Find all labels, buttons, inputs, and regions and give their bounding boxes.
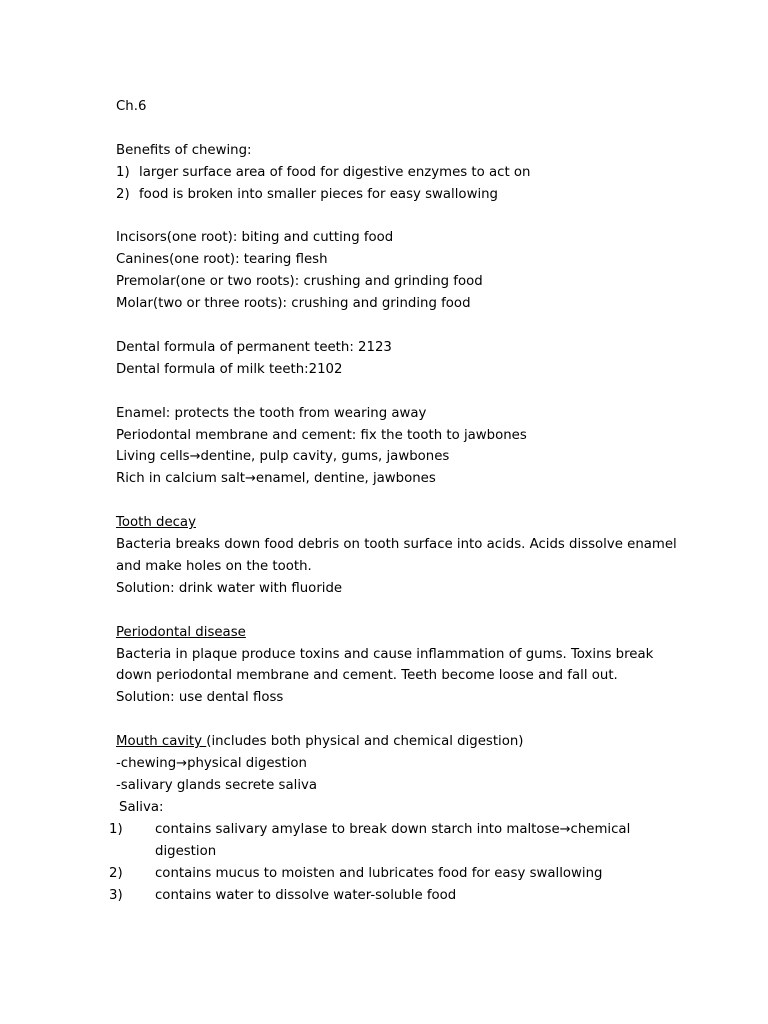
chewing-heading: Benefits of chewing:: [116, 142, 252, 158]
list-text: digestion: [155, 843, 217, 859]
teeth-molar: Molar(two or three roots): crushing and grinding food: [116, 296, 471, 312]
spacer: [116, 206, 656, 228]
list-number: 1): [116, 164, 130, 180]
mouth-cavity-line: [116, 731, 656, 753]
formula-permanent: Dental formula of permanent teeth: 2123: [116, 339, 392, 355]
chewing-label: -chewing: [116, 756, 177, 772]
formula-milk: Dental formula of milk teeth:2102: [116, 361, 343, 377]
list-text: contains mucus to moisten and lubricates food for easy swallowing: [155, 865, 603, 881]
list-number: 3): [109, 887, 123, 903]
arrow-right-icon: →: [245, 471, 256, 487]
salivary-line: -salivary glands secrete saliva: [116, 777, 318, 793]
list-text: contains water to dissolve water-soluble food: [155, 887, 457, 903]
periodontal-disease-text-2: down periodontal membrane and cement. Teeth become loose and fall out.: [116, 668, 618, 684]
calcium-line: [116, 468, 656, 490]
tooth-decay-text-1: Bacteria breaks down food debris on tooth surface into acids. Acids dissolve enamel: [116, 537, 677, 553]
teeth-incisors: Incisors(one root): biting and cutting food: [116, 230, 394, 246]
arrow-right-icon: →: [189, 449, 201, 465]
periodontal-disease-text-1: Bacteria in plaque produce toxins and cause inflammation of gums. Toxins break: [116, 646, 654, 662]
list-item: [109, 863, 656, 885]
periodontal-disease-solution: Solution: use dental floss: [116, 690, 284, 706]
calcium-label: Rich in calcium salt: [116, 471, 245, 487]
living-cells-list: dentine, pulp cavity, gums, jawbones: [200, 449, 450, 465]
calcium-list: enamel, dentine, jawbones: [255, 471, 436, 487]
saliva-label: Saliva:: [119, 799, 164, 815]
list-item: [116, 184, 656, 206]
list-text: chemical: [570, 821, 631, 837]
spacer: [116, 381, 656, 403]
list-item: [109, 819, 656, 863]
tooth-decay-heading: Tooth decay: [116, 515, 196, 531]
tooth-decay-solution: Solution: drink water with fluoride: [116, 580, 343, 596]
list-text: contains salivary amylase to break down starch into maltose: [155, 821, 560, 837]
enamel-line: Enamel: protects the tooth from wearing away: [116, 405, 427, 421]
living-cells-line: [116, 446, 656, 468]
chapter-title: Ch.6: [116, 99, 147, 114]
list-item: [116, 162, 656, 184]
list-text: food is broken into smaller pieces for easy swallowing: [139, 186, 499, 202]
chewing-line: [116, 753, 656, 775]
list-number: 1): [109, 821, 123, 837]
mouth-cavity-note: (includes both physical and chemical digestion): [206, 734, 524, 750]
document-body: [109, 96, 677, 906]
saliva-list: [109, 819, 656, 907]
arrow-right-icon: →: [176, 756, 188, 772]
chewing-result: physical digestion: [187, 756, 307, 772]
spacer: [116, 709, 656, 731]
teeth-premolar: Premolar(one or two roots): crushing and grinding food: [116, 274, 483, 290]
periodontal-disease-heading: Periodontal disease: [116, 624, 246, 640]
periodontal-line: Periodontal membrane and cement: fix the tooth to jawbones: [116, 427, 527, 443]
list-number: 2): [109, 865, 123, 881]
list-text: larger surface area of food for digestive enzymes to act on: [139, 164, 531, 180]
mouth-cavity-heading: Mouth cavity: [116, 734, 207, 750]
teeth-canines: Canines(one root): tearing flesh: [116, 252, 328, 268]
arrow-right-icon: →: [559, 821, 571, 837]
spacer: [116, 600, 656, 622]
living-cells-label: Living cells: [116, 449, 190, 465]
spacer: [116, 118, 656, 140]
tooth-decay-text-2: and make holes on the tooth.: [116, 558, 312, 574]
list-number: 2): [116, 186, 130, 202]
spacer: [116, 315, 656, 337]
spacer: [116, 490, 656, 512]
list-item: [109, 885, 656, 907]
